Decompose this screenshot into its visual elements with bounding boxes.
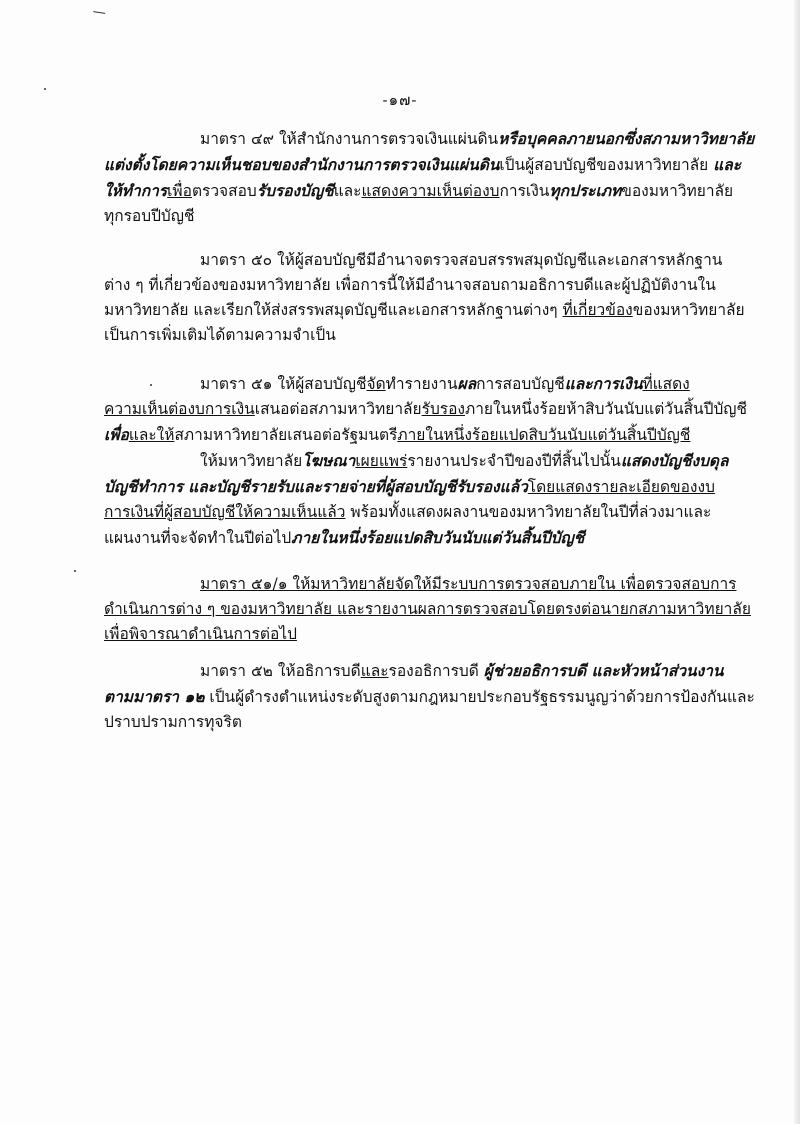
text-line <box>104 525 696 551</box>
text-line <box>104 474 715 500</box>
text-run: ตรวจสอบ <box>191 182 257 200</box>
text-line <box>104 622 696 647</box>
scan-mark <box>93 11 105 17</box>
text-run: และการเงิน <box>564 374 643 393</box>
text-run: แสดงบัญชีงบดุล <box>620 451 729 470</box>
scan-speck <box>74 570 76 572</box>
section-article-51 <box>104 371 748 551</box>
text-run: ของมหาวิทยาลัย <box>632 301 745 319</box>
text-line <box>104 422 696 448</box>
text-run: รับรองบัญชี <box>256 181 334 200</box>
text-run: แสดงความเห็นต่องบ <box>361 182 500 200</box>
text-run: แต่งตั้งโดยความเห็นชอบของสำนักงานการตรวจเงินแผ่นดิน <box>104 155 500 174</box>
text-run: สภามหาวิทยาลัยเสนอต่อรัฐมนตรี <box>174 426 398 444</box>
text-run: เป็นการเพิ่มเติมได้ตามความจำเป็น <box>104 326 336 344</box>
text-line <box>104 500 712 525</box>
text-run: มาตรา ๕๒ ให้อธิการบดี <box>200 662 361 680</box>
text-run: ตามมาตรา ๑๒ <box>104 687 205 706</box>
text-run: และ <box>713 155 742 174</box>
text-run: เผยแพร่ <box>355 452 408 470</box>
text-run: ผู้ช่วยอธิการบดี และหัวหน้าส่วนงาน <box>483 661 724 680</box>
text-run: หรือบุคคลภายนอกซึ่งสภามหาวิทยาลัย <box>498 129 755 148</box>
text-run: พร้อมทั้งแสดงผลงานของมหาวิทยาลัยในปีที่ล่วงมาและ <box>345 503 712 521</box>
text-run: ที่เกี่ยวข้อง <box>562 301 633 319</box>
text-run: ให้ทำการ <box>104 181 168 200</box>
text-run: ที่แสดง <box>642 375 690 393</box>
section-article-50 <box>104 248 745 348</box>
text-run: การเงินที่ผู้สอบบัญชีให้ความเห็นแล้ว <box>104 503 346 521</box>
text-line <box>104 152 742 178</box>
text-run: การเงิน <box>499 182 550 200</box>
text-run: จัด <box>366 375 386 393</box>
text-run: ภายในหนึ่งร้อยแปดสิบวันนับแต่วันสิ้นปีบัญชี <box>397 426 691 444</box>
text-run: บัญชีทำการ และบัญชีรายรับและรายจ่ายที่ผู้สอบบัญชีรับรองแล้ว <box>104 477 528 496</box>
text-run: โฆษณา <box>302 451 356 470</box>
text-line <box>104 397 748 422</box>
text-run: รองอธิการบดี <box>388 662 484 680</box>
text-line <box>104 710 696 735</box>
text-run: เสนอต่อสภามหาวิทยาลัย <box>254 400 422 418</box>
text-run: ทุกรอบปีบัญชี <box>104 207 195 225</box>
text-run: และให้ <box>128 426 175 444</box>
text-line <box>104 448 729 474</box>
text-run: รับรอง <box>421 400 465 418</box>
text-run: เป็นผู้สอบบัญชีของมหาวิทยาลัย <box>499 156 714 174</box>
text-line <box>104 273 716 298</box>
text-run: ทุกประเภท <box>549 181 622 200</box>
text-run: มหาวิทยาลัย และเรียกให้ส่งสรรพสมุดบัญชีและเอกสารหลักฐานต่างๆ <box>104 301 563 319</box>
text-run: เพื่อพิจารณาดำเนินการต่อไป <box>104 625 297 643</box>
text-line <box>104 178 734 204</box>
text-run: ดำเนินการต่าง ๆ ของมหาวิทยาลัย และรายงานผลการตรวจสอบโดยตรงต่อนายกสภามหาวิทยาลัย <box>104 600 751 618</box>
page-edge <box>794 0 800 1124</box>
text-run: ปราบปรามการทุจริต <box>104 713 242 731</box>
text-line <box>104 597 751 622</box>
text-run: มาตรา ๔๙ ให้สำนักงานการตรวจเงินแผ่นดิน <box>200 130 499 148</box>
text-line <box>104 684 755 710</box>
text-line <box>104 126 755 152</box>
text-run: เพื่อ <box>104 425 129 444</box>
text-line <box>104 658 724 684</box>
text-line <box>104 248 723 273</box>
page-number: -๑๗- <box>382 91 418 109</box>
text-line <box>104 298 745 323</box>
section-article-49 <box>104 126 755 229</box>
text-run: ภายในหนึ่งร้อยแปดสิบวันนับแต่วันสิ้นปีบัญชี <box>291 528 585 547</box>
text-line <box>104 323 696 348</box>
text-run: ให้มหาวิทยาลัย <box>200 452 303 470</box>
text-run: ทำรายงาน <box>385 375 458 393</box>
text-run: มาตรา ๕๐ ให้ผู้สอบบัญชีมีอำนาจตรวจสอบสรรพสมุดบัญชีและเอกสารหลักฐาน <box>200 251 723 269</box>
text-run: ภายในหนึ่งร้อยห้าสิบวันนับแต่วันสิ้นปีบัญชี <box>465 400 748 418</box>
text-run: แผนงานที่จะจัดทำในปีต่อไป <box>104 529 292 547</box>
text-run: ความเห็นต่องบการเงิน <box>104 400 255 418</box>
section-article-51-1 <box>104 572 751 647</box>
text-run: ของมหาวิทยาลัย <box>621 182 734 200</box>
text-run: และ <box>333 182 362 200</box>
text-run: มาตรา ๕๑ ให้ผู้สอบบัญชี <box>200 375 367 393</box>
text-run: การสอบบัญชี <box>476 375 565 393</box>
text-run: เป็นผู้ดำรงตำแหน่งระดับสูงตามกฎหมายประกอบรัฐธรรมนูญว่าด้วยการป้องกันและ <box>204 688 755 706</box>
text-run: ต่าง ๆ ที่เกี่ยวข้องของมหาวิทยาลัย เพื่อการนี้ให้มีอำนาจสอบถามอธิการบดีและผู้ปฏิบัติงานใน <box>104 276 716 294</box>
text-run: ผล <box>457 374 477 393</box>
section-article-52 <box>104 658 755 735</box>
text-run: และ <box>360 662 389 680</box>
text-line <box>104 572 737 597</box>
text-run: โดยแสดงรายละเอียดของงบ <box>527 478 715 496</box>
text-run: มาตรา ๕๑/๑ ให้มหาวิทยาลัยจัดให้มีระบบการตรวจสอบภายใน เพื่อตรวจสอบการ <box>200 575 737 593</box>
text-line <box>104 204 696 229</box>
text-run: เพื่อ <box>167 182 192 200</box>
text-run: รายงานประจำปีของปีที่สิ้นไปนั้น <box>407 452 621 470</box>
text-line <box>104 371 696 397</box>
